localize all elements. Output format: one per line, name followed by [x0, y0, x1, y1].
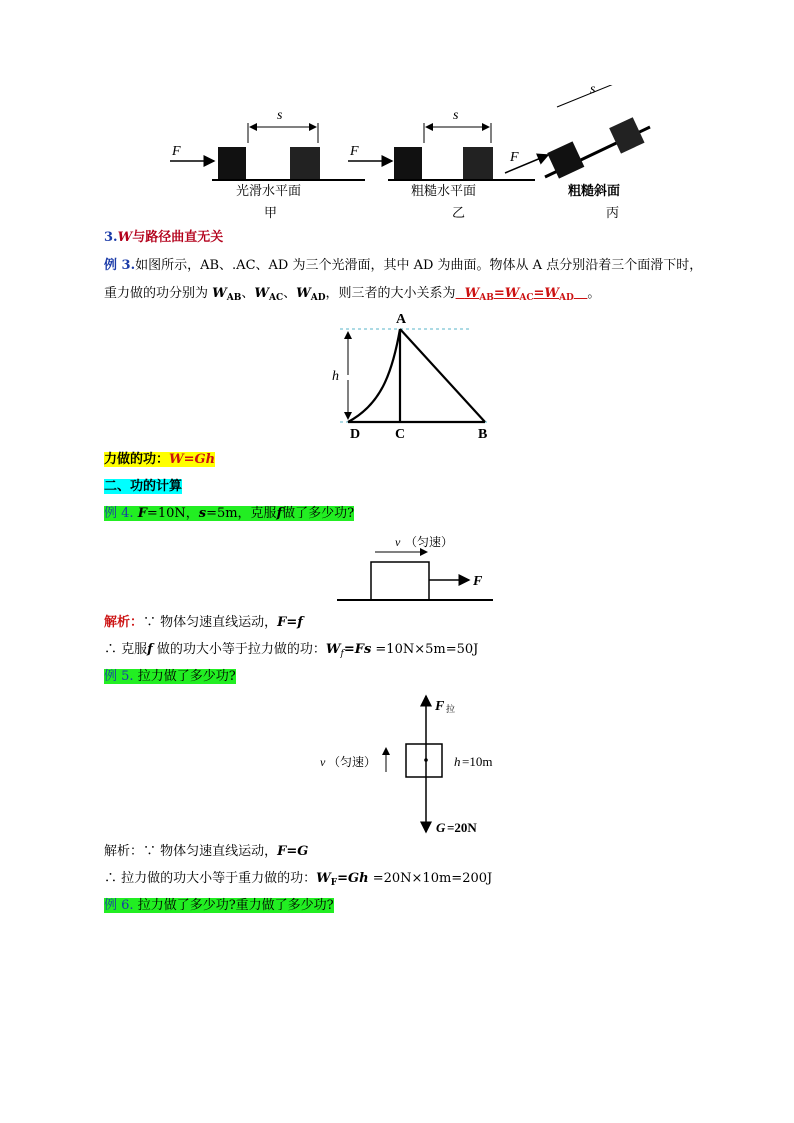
height-label: h [454, 754, 461, 769]
example-label: 例 3. [104, 258, 136, 273]
distance-label: s [453, 108, 459, 123]
surface-label: 粗糙水平面 [411, 184, 477, 199]
example-3-line-2: 重力做的功分别为 $W_{AB}$、$W_{AC}$、$W_{AD}$，则三者的大小关系为 $W_{AB}=W_{AC}=W_{AD}$ 。 [104, 286, 601, 303]
solution-5-line-1: 解析：∵ 物体匀速直线运动，F=G [104, 844, 309, 859]
gravity-work-line: 力做的功：W=Gh [104, 452, 216, 467]
force-label: F [473, 574, 483, 589]
uniform-label: （匀速） [405, 535, 454, 549]
force-pull-sub: 拉 [446, 704, 456, 714]
panel-name: 甲 [264, 206, 278, 221]
surface-label: 光滑水平面 [236, 184, 302, 199]
section-2-heading: 二、功的计算 [104, 479, 183, 494]
panel-rough-horizontal [348, 108, 535, 180]
example-5-line: 例 5. 拉力做了多少功? [104, 669, 236, 684]
uniform-label: （匀速） [328, 755, 377, 769]
figure-inclines [320, 305, 520, 445]
panel-name: 丙 [606, 206, 620, 221]
example-6-line: 例 6. 拉力做了多少功?重力做了多少功? [104, 898, 334, 913]
force-label: F [510, 150, 519, 165]
example-label: 例 4. [104, 506, 134, 521]
point-a: A [396, 312, 407, 327]
panel-rough-incline [505, 85, 650, 179]
panel-name: 乙 [452, 206, 466, 221]
point-c: C [395, 427, 406, 442]
gravity-label: G [436, 820, 446, 835]
force-label: F [350, 144, 359, 159]
figure-vertical-lift [318, 692, 518, 842]
figure-horizontal-pull [335, 530, 495, 605]
distance-label: s [277, 108, 283, 123]
example-label: 例 5. [104, 669, 134, 684]
velocity-label: v [395, 535, 401, 549]
height-label: h [332, 369, 339, 384]
gravity-value: =20N [447, 820, 477, 835]
section-3-heading: 3.W与路径曲直无关 [104, 230, 224, 245]
solution-4-line-2: ∴ 克服f 做的功大小等于拉力做的功：$W_f=Fs =10N\times 5m=50J$ [104, 642, 479, 659]
point-b: B [478, 427, 488, 442]
solution-4-line-1: 解析：∵ 物体匀速直线运动，F=f [104, 615, 303, 630]
surface-label: 粗糙斜面 [568, 184, 621, 199]
example-4-line: 例 4. F=10N，s=5m，克服f做了多少功? [104, 506, 355, 521]
answer-blank: $W_{AB}=W_{AC}=W_{AD}$ [464, 286, 574, 303]
point-d: D [350, 427, 361, 442]
force-pull-label: F [435, 699, 445, 714]
figure-force-surfaces [160, 85, 660, 225]
force-label: F [172, 144, 181, 159]
distance-label: s [590, 85, 596, 97]
solution-5-line-2: ∴ 拉力做的功大小等于重力做的功：$W_F=Gh =20N\times 10m=200J$ [104, 871, 493, 888]
panel-smooth-horizontal [170, 108, 365, 180]
example-label: 例 6. [104, 898, 134, 913]
example-3-line-1: 例 3.如图所示，AB、.AC、AD 为三个光滑面，其中 AD 为曲面。物体从 A 点分别沿着三个面滑下时， [104, 258, 703, 273]
height-value: =10m [462, 754, 493, 769]
velocity-label: v [320, 755, 326, 769]
